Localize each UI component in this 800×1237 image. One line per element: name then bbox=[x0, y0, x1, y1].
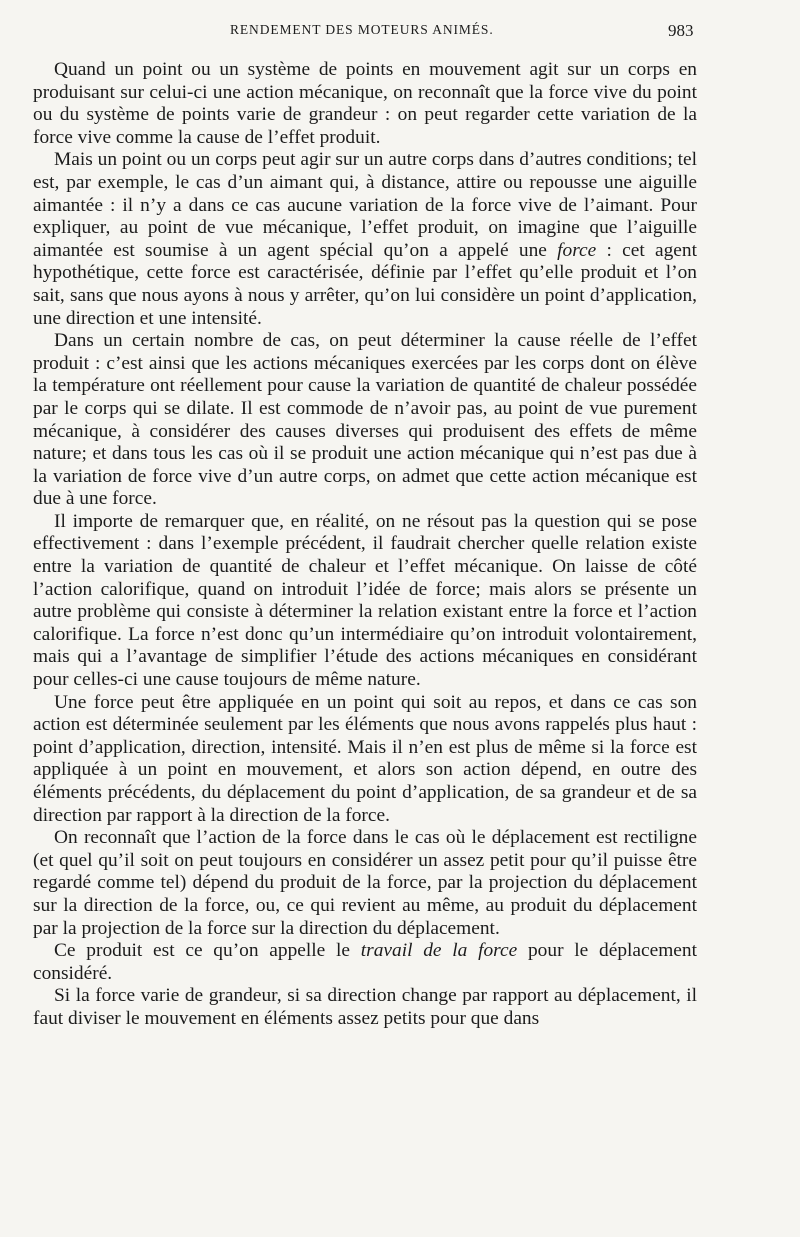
paragraph bbox=[33, 940, 697, 985]
paragraph: Si la force varie de grandeur, si sa direction change par rapport au déplacement, il faut diviser le mouvement en éléments assez petits pour que dans bbox=[33, 985, 697, 1029]
paragraph: Quand un point ou un système de points en mouvement agit sur un corps en produisant sur celui-ci une action mécanique, on reconnaît que la force vive du point ou du système de points varie de grandeur : on peut regarder cette variation de la force vive comme la cause de l’effet produit. bbox=[33, 59, 697, 148]
emphasized-term: force bbox=[557, 239, 597, 261]
running-header bbox=[0, 22, 800, 42]
paragraph: Il importe de remarquer que, en réalité, on ne résout pas la question qui se pose effectivement : dans l’exemple précédent, il faudrait chercher quelle relation existe entre la variation de quantité de chaleur et l’effet mécanique. On laisse de côté l’action calorifique, quand on introduit l’idée de force; mais alors se présente un autre problème qui consiste à déterminer la relation existant entre la force et l’action calorifique. La force n’est donc qu’un intermédiaire qu’on introduit volontairement, mais qui a l’avantage de simplifier l’étude des actions mécaniques en considérant pour celles-ci une cause toujours de même nature. bbox=[33, 510, 697, 691]
paragraph: On reconnaît que l’action de la force dans le cas où le déplacement est rectiligne (et quel qu’il soit on peut toujours en considérer un assez petit pour qu’il puisse être regardé comme tel) dépend du produit de la force, par la projection du déplacement sur la direction de la force, ou, ce qui revient au même, au produit du déplacement par la projection de la force sur la direction du déplacement. bbox=[33, 827, 697, 939]
paragraph: Dans un certain nombre de cas, on peut déterminer la cause réelle de l’effet produit : c’est ainsi que les actions mécaniques exercées par les corps dont on élève la température ont réellement pour cause la variation de quantité de chaleur possédée par le corps qui se dilate. Il est commode de n’avoir pas, au point de vue purement mécanique, à considérer des causes diverses qui produisent des effets de même nature; et dans tous les cas où il se produit une action mécanique qui n’est pas due à la variation de force vive d’un autre corps, on admet que cette action mécanique est due à une force. bbox=[33, 330, 697, 510]
paragraph-text: Mais un point ou un corps peut agir sur un autre corps dans d’autres conditions; tel est, par exemple, le cas d’un aimant qui, à distance, attire ou repousse une aiguille aimantée : il n’y a dans ce cas aucune variation de la force vive de l’aimant. Pour expliquer, au point de vue mécanique, l’effet produit, on imagine que l’aiguille aimantée est soumise à un agent spécial qu’on a appelé une bbox=[33, 149, 697, 261]
paragraph bbox=[33, 149, 697, 330]
paragraph-text: Ce produit est ce qu’on appelle le bbox=[54, 940, 361, 962]
paragraph-text: : cet agent hypothétique, cette force est caractérisée, définie par l’effet qu’elle produit et l’on sait, sans que nous ayons à nous y arrêter, qu’on lui considère un point d’application, une direction et une intensité. bbox=[33, 239, 697, 329]
running-title: RENDEMENT DES MOTEURS ANIMÉS. bbox=[230, 22, 494, 37]
page-number: 983 bbox=[668, 21, 694, 40]
paragraph: Une force peut être appliquée en un point qui soit au repos, et dans ce cas son action est déterminée seulement par les éléments que nous avons rappelés plus haut : point d’application, direction, intensité. Mais il n’en est plus de même si la force est appliquée à un point en mouvement, et alors son action dépend, en outre des éléments précédents, du déplacement du point d’application, de sa grandeur et de sa direction par rapport à la direction de la force. bbox=[33, 691, 697, 826]
paragraph-text: pour le déplacement considéré. bbox=[33, 940, 697, 984]
body-text bbox=[33, 59, 697, 1031]
emphasized-term: travail de la force bbox=[360, 940, 518, 962]
